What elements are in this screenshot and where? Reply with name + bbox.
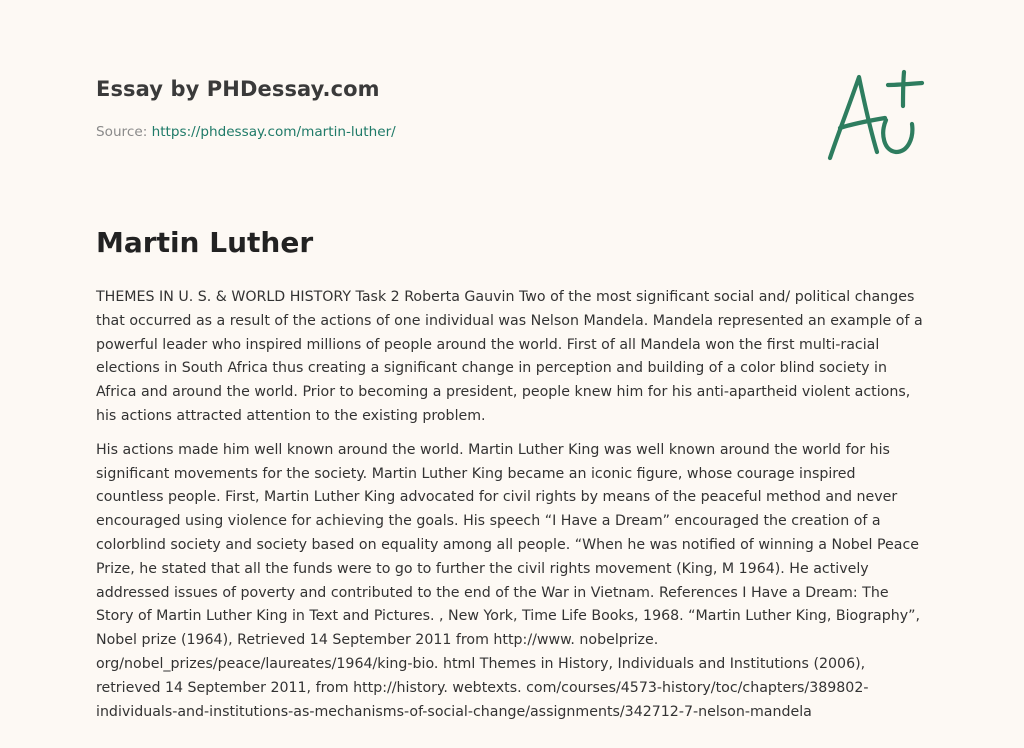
source-link[interactable]: https://phdessay.com/martin-luther/: [151, 124, 396, 140]
article-body: [96, 286, 926, 734]
source-line: [96, 124, 396, 140]
a-plus-grade-icon: [822, 68, 928, 164]
article-paragraph-1: THEMES IN U. S. & WORLD HISTORY Task 2 Roberta Gauvin Two of the most significant social and/ political changes that occurred as a result of the actions of one individual was Nelson Mandela. Mandela represented an example of a powerful leader who inspired millions of people around the world. First of all Mandela won the first multi-racial elections in South Africa thus creating a significant change in perception and building of a color blind society in Africa and around the world. Prior to becoming a president, people knew him for his anti-apartheid violent actions, his actions attracted attention to the existing problem.: [96, 289, 923, 424]
article-paragraph-2: His actions made him well known around the world. Martin Luther King was well known around the world for his significant movements for the society. Martin Luther King became an iconic figure, whose courage inspired countless people. First, Martin Luther King advocated for civil rights by means of the peaceful method and never encouraged using violence for achieving the goals. His speech “I Have a Dream” encouraged the creation of a colorblind society and society based on equality among all people. “When he was notified of winning a Nobel Peace Prize, he stated that all the funds were to go to further the civil rights movement (King, M 1964). He actively addressed issues of poverty and contributed to the end of the War in Vietnam. References I Have a Dream: The Story of Martin Luther King in Text and Pictures. , New York, Time Life Books, 1968. “Martin Luther King, Biography”, Nobel prize (1964), Retrieved 14 September 2011 from http://www. nobelprize. org/nobel_prizes/peace/laureates/1964/king-bio. html Themes in History, Individuals and Institutions (2006), retrieved 14 September 2011, from http://history. webtexts. com/courses/4573-history/toc/chapters/389802-individuals-and-institutions-as-mechanisms-of-social-change/assignments/342712-7-nelson-mandela: [96, 441, 920, 720]
source-label: Source:: [96, 124, 152, 140]
page-title: Martin Luther: [96, 226, 314, 259]
site-brand: Essay by PHDessay.com: [96, 77, 380, 101]
